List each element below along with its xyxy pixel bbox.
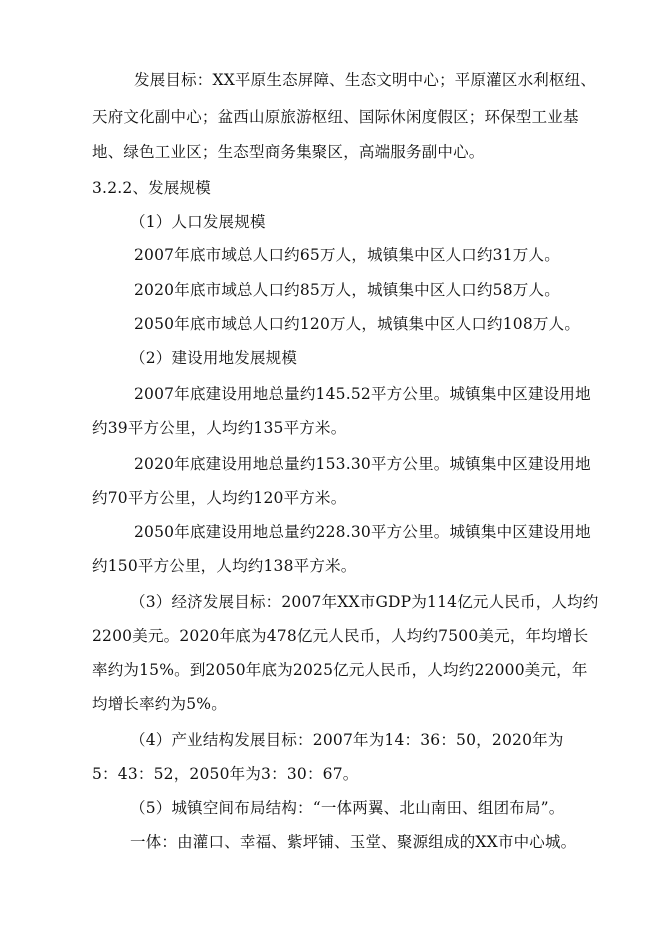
land-2020-line-2: 约70平方公里，人均约120平方米。	[92, 489, 347, 507]
section-heading: 3.2.2、发展规模	[92, 179, 211, 197]
goal-line-3: 地、绿色工业区；生态型商务集聚区，高端服务副中心。	[92, 143, 485, 161]
goal-line-1: 发展目标：XX平原生态屏障、生态文明中心；平原灌区水利枢纽、	[134, 71, 597, 89]
economy-line-4: 均增长率约为5%。	[92, 695, 227, 713]
land-2050-line-2: 约150平方公里，人均约138平方米。	[92, 557, 357, 575]
spatial-structure-line: （5）城镇空间布局结构：“一体两翼、北山南田、组团布局”。	[130, 799, 565, 817]
land-2050-line-1: 2050年底建设用地总量约228.30平方公里。城镇集中区建设用地	[134, 523, 591, 541]
economy-line-1: （3）经济发展目标：2007年XX市GDP为114亿元人民币，人均约	[130, 593, 599, 611]
population-line-2007: 2007年底市域总人口约65万人，城镇集中区人口约31万人。	[134, 246, 560, 264]
population-heading: （1）人口发展规模	[130, 213, 266, 231]
economy-line-2: 2200美元。2020年底为478亿元人民币，人均约7500美元，年均增长	[92, 627, 589, 645]
population-line-2050: 2050年底市域总人口约120万人，城镇集中区人口约108万人。	[134, 315, 581, 333]
population-line-2020: 2020年底市域总人口约85万人，城镇集中区人口约58万人。	[134, 281, 560, 299]
land-heading: （2）建设用地发展规模	[130, 349, 298, 367]
yiti-line: 一体：由灌口、幸福、紫坪铺、玉堂、聚源组成的XX市中心城。	[130, 833, 577, 851]
land-2007-line-1: 2007年底建设用地总量约145.52平方公里。城镇集中区建设用地	[134, 385, 591, 403]
goal-line-2: 天府文化副中心；盆西山原旅游枢纽、国际休闲度假区；环保型工业基	[92, 108, 579, 126]
land-2007-line-2: 约39平方公里，人均约135平方米。	[92, 419, 347, 437]
economy-line-3: 率约为15%。到2050年底为2025亿元人民币，人均约22000美元，年	[92, 661, 588, 679]
industry-line-2: 5：43：52，2050年为3：30：67。	[92, 765, 359, 783]
land-2020-line-1: 2020年底建设用地总量约153.30平方公里。城镇集中区建设用地	[134, 455, 591, 473]
industry-line-1: （4）产业结构发展目标：2007年为14：36：50，2020年为	[130, 731, 564, 749]
